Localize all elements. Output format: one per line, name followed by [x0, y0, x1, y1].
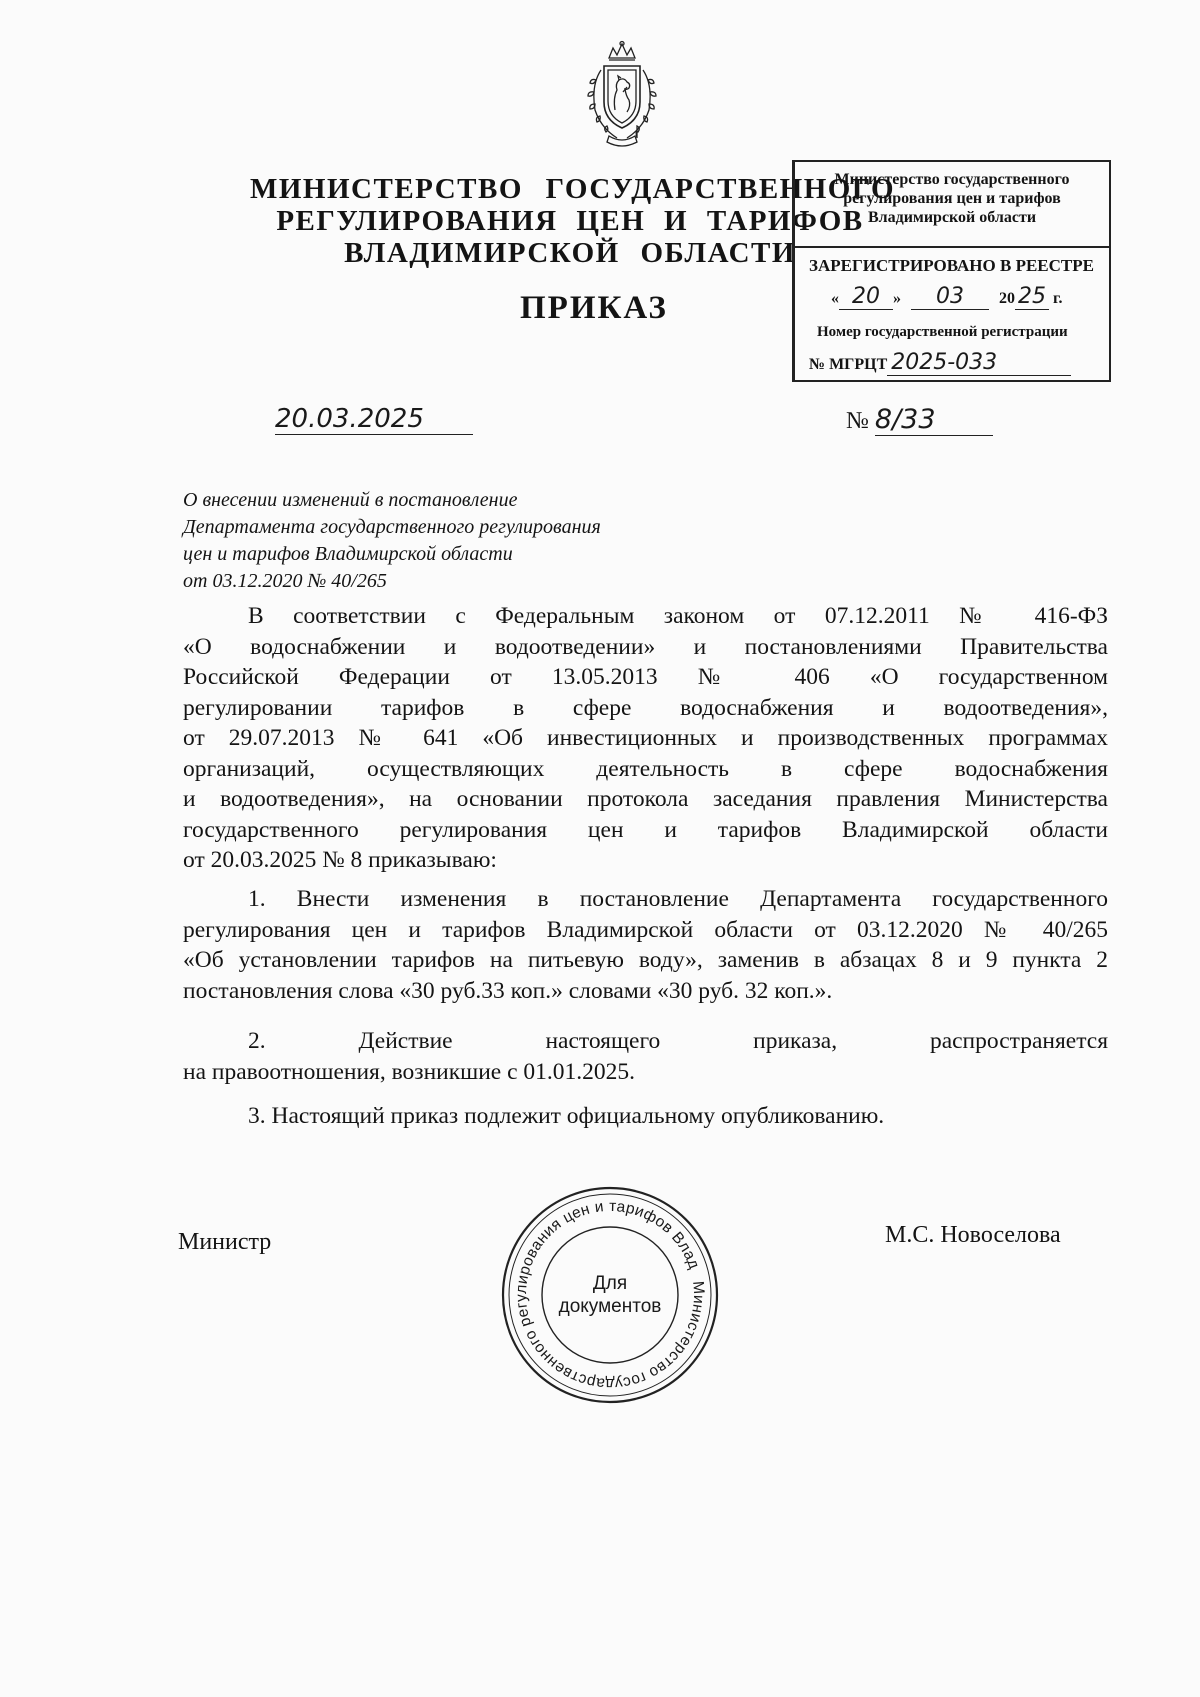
stamp-organization: [795, 170, 1109, 227]
text-line: регулировании тарифов в сфере водоснабжения и водоотведения»,: [183, 694, 1108, 721]
order-number-row: [846, 404, 993, 436]
order-item-1: [183, 884, 1108, 1006]
ministry-name-line2: РЕГУЛИРОВАНИЯ ЦЕН И ТАРИФОВ: [276, 205, 864, 237]
ministry-name-line3: ВЛАДИМИРСКОЙ ОБЛАСТИ: [344, 237, 796, 269]
order-date: 20.03.2025: [275, 404, 473, 435]
stamp-year-suffix: 25: [1015, 284, 1049, 310]
signatory-title: Министр: [178, 1229, 272, 1255]
text-line: государственного регулирования цен и тарифов Владимирской области: [183, 816, 1108, 843]
seal-center-text: [499, 1272, 721, 1318]
subject-line: от 03.12.2020 № 40/265: [183, 570, 387, 592]
stamp-number-value: 2025-033: [887, 350, 1071, 376]
stamp-number-row: [809, 350, 1071, 376]
subject-line: О внесении изменений в постановление: [183, 489, 518, 511]
stamp-year-end: г.: [1053, 290, 1063, 307]
text-line: постановления слова «30 руб.33 коп.» словами «30 руб. 32 коп.».: [183, 977, 833, 1004]
text-line: и водоотведения», на основании протокола заседания правления Министерства: [183, 786, 1108, 812]
order-number: 8/33: [875, 404, 993, 436]
order-subject: [183, 487, 703, 595]
text-line: от 29.07.2013 № 641 «Об инвестиционных и производственных программах: [183, 725, 1108, 751]
stamp-org-line1: Министерство государственного: [834, 171, 1070, 188]
text-line: организаций, осуществляющих деятельность в сфере водоснабжения: [183, 755, 1108, 782]
text-line: «О водоснабжении и водоотведении» и постановлениями Правительства: [183, 633, 1108, 660]
order-number-sign: №: [846, 408, 869, 434]
text-line: 1. Внести изменения в постановление Департамента государственного: [248, 886, 1108, 912]
text-line: от 20.03.2025 № 8 приказываю:: [183, 847, 497, 873]
stamp-date-close-quote: »: [893, 290, 901, 307]
subject-line: Департамента государственного регулирования: [183, 516, 601, 538]
stamp-registered-label: ЗАРЕГИСТРИРОВАНО В РЕЕСТРЕ: [809, 256, 1094, 275]
subject-line: цен и тарифов Владимирской области: [183, 543, 513, 565]
order-item-2: [183, 1026, 1108, 1087]
ministry-name-line1: МИНИСТЕРСТВО ГОСУДАРСТВЕННОГО: [250, 173, 896, 205]
stamp-number-prefix: № МГРЦТ: [809, 356, 888, 373]
stamp-org-line3: Владимирской области: [867, 209, 1037, 226]
text-line: регулирования цен и тарифов Владимирской области от 03.12.2020 № 40/265: [183, 916, 1108, 943]
text-line: 2. Действие настоящего приказа, распространяется: [248, 1028, 1108, 1054]
stamp-year-prefix: 20: [999, 290, 1015, 307]
stamp-date-open-quote: «: [831, 290, 839, 307]
seal-center-line2: документов: [558, 1296, 662, 1317]
seal-center-line1: Для: [592, 1273, 628, 1294]
stamp-date-row: [831, 284, 1062, 310]
stamp-date-month: 03: [911, 284, 989, 310]
text-line: В соответствии с Федеральным законом от 07.12.2011 № 416-ФЗ: [248, 603, 1108, 629]
preamble-paragraph: [183, 601, 1108, 876]
signatory-name: М.С. Новоселова: [885, 1222, 1061, 1248]
coat-of-arms-icon: [579, 40, 665, 148]
round-seal: [499, 1184, 721, 1406]
registration-stamp: [792, 160, 1111, 382]
text-line: Российской Федерации от 13.05.2013 № 406 «О государственном: [183, 664, 1108, 690]
text-line: на правоотношения, возникшие с 01.01.2025.: [183, 1058, 636, 1085]
stamp-date-day: 20: [839, 284, 893, 310]
stamp-number-label: Номер государственной регистрации: [817, 324, 1068, 340]
document-type-title: ПРИКАЗ: [520, 290, 668, 326]
text-line: «Об установлении тарифов на питьевую воду», заменив в абзацах 8 и 9 пункта 2: [183, 947, 1108, 973]
stamp-divider: [795, 246, 1109, 248]
text-line: 3. Настоящий приказ подлежит официальному опубликованию.: [248, 1103, 885, 1129]
stamp-org-line2: регулирования цен и тарифов: [843, 190, 1061, 207]
order-item-3: [183, 1101, 1108, 1132]
seal-ring-text: Министерство государственного регулирования цен и тарифов Владимирской: [512, 1197, 708, 1393]
